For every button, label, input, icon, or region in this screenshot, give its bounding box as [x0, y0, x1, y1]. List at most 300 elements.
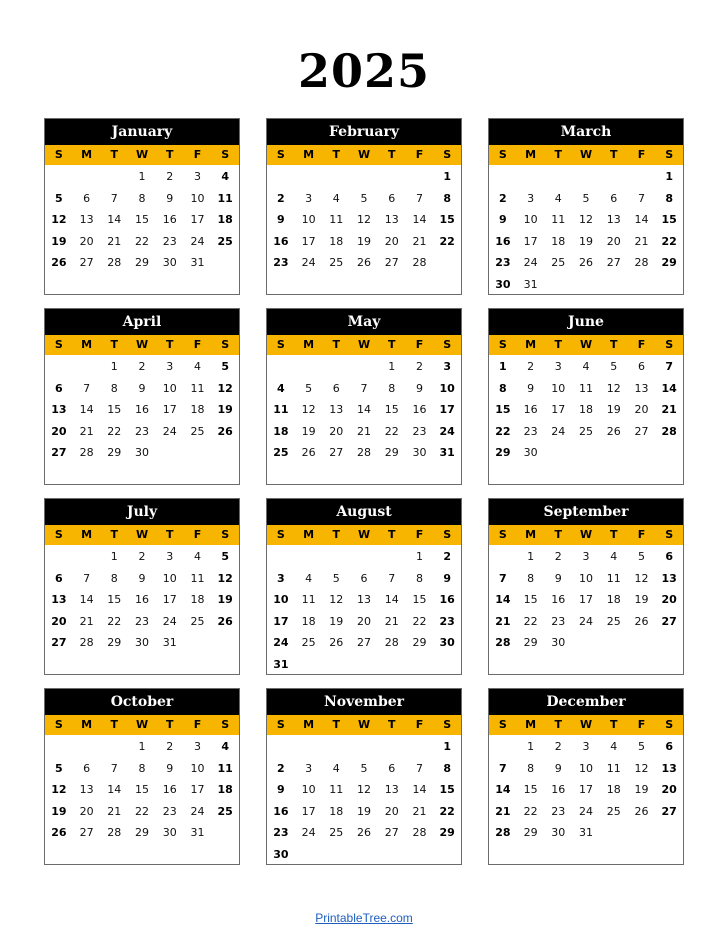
day-cell: 5	[221, 360, 229, 373]
day-cell: 10	[301, 213, 316, 226]
day-cell: 28	[661, 424, 677, 438]
day-cell	[322, 166, 350, 188]
day-cell: 13	[79, 213, 94, 226]
day-cell: 30	[135, 446, 150, 459]
day-cell: 6	[83, 191, 91, 205]
day-cell: 22	[135, 234, 150, 248]
week-row	[45, 166, 239, 188]
day-cell: 11	[329, 213, 344, 226]
day-cell: 13	[79, 783, 94, 796]
day-cell: 19	[217, 593, 233, 606]
weekday-label: W	[357, 338, 371, 351]
day-cell: 25	[190, 614, 205, 628]
day-cell: 30	[135, 636, 150, 649]
month-name: June	[489, 309, 683, 335]
day-cell: 14	[634, 213, 649, 226]
week-row	[267, 801, 461, 823]
weekday-label: T	[554, 718, 563, 731]
day-cell: 26	[51, 826, 67, 839]
day-cell: 2	[554, 740, 562, 753]
weekday-label: S	[498, 718, 507, 731]
day-cell: 3	[582, 740, 590, 753]
day-cell: 20	[384, 234, 399, 248]
day-cell	[572, 274, 600, 296]
day-cell: 1	[527, 740, 535, 753]
day-cell: 16	[162, 213, 177, 226]
day-cell: 15	[135, 783, 150, 796]
day-cell: 2	[499, 191, 507, 205]
day-cell: 26	[217, 424, 233, 438]
day-cell	[600, 274, 628, 296]
day-cell: 28	[107, 826, 122, 839]
day-cell: 17	[579, 783, 594, 796]
day-cell: 8	[415, 571, 423, 585]
week-row	[45, 632, 239, 654]
month-january	[44, 118, 240, 295]
weekday-label: S	[443, 718, 452, 731]
day-cell: 7	[83, 571, 91, 585]
day-cell: 22	[384, 424, 399, 438]
week-row	[267, 166, 461, 188]
day-cell	[295, 356, 323, 378]
day-cell	[433, 844, 461, 866]
month-july	[44, 498, 240, 675]
day-cell: 4	[610, 550, 618, 563]
day-cell	[73, 736, 101, 758]
week-row	[45, 736, 239, 758]
day-cell: 4	[554, 191, 562, 205]
week-row	[489, 589, 683, 611]
day-cell: 6	[388, 761, 396, 775]
weekday-header	[267, 145, 461, 165]
day-cell: 19	[634, 783, 649, 796]
day-cell	[322, 736, 350, 758]
day-cell: 16	[273, 234, 289, 248]
day-cell: 16	[495, 234, 511, 248]
weekday-header	[267, 335, 461, 355]
day-cell: 31	[579, 826, 594, 839]
day-cell: 4	[193, 550, 201, 563]
weekday-header	[489, 525, 683, 545]
weekday-label: S	[498, 338, 507, 351]
day-cell	[572, 442, 600, 464]
day-cell: 23	[412, 424, 427, 438]
day-cell: 22	[523, 614, 538, 628]
week-row	[45, 442, 239, 464]
weekday-label: S	[498, 528, 507, 541]
day-cell: 24	[551, 424, 566, 438]
day-cell: 21	[495, 614, 511, 628]
day-cell: 11	[273, 403, 289, 416]
day-cell: 27	[606, 256, 621, 269]
weekday-label: F	[637, 718, 646, 731]
weekday-label: T	[554, 148, 563, 161]
day-cell: 21	[357, 424, 372, 438]
week-row	[267, 736, 461, 758]
week-row	[489, 231, 683, 253]
day-cell: 29	[523, 636, 538, 649]
month-april	[44, 308, 240, 485]
day-cell: 19	[579, 234, 594, 248]
day-cell	[489, 546, 517, 568]
day-cell: 15	[135, 213, 150, 226]
weekday-label: T	[387, 718, 396, 731]
day-cell: 17	[162, 593, 177, 606]
weekday-label: T	[387, 338, 396, 351]
year-title: 2025	[297, 44, 431, 98]
weekday-label: T	[110, 148, 119, 161]
day-cell: 12	[634, 571, 649, 585]
month-august	[266, 498, 462, 675]
month-june	[488, 308, 684, 485]
day-cell: 29	[135, 826, 150, 839]
day-cell: 31	[523, 277, 538, 291]
day-cell: 20	[79, 804, 94, 818]
day-cell: 30	[551, 636, 566, 649]
day-cell: 13	[51, 403, 67, 416]
day-cell: 30	[412, 446, 427, 459]
day-cell: 9	[554, 571, 562, 585]
weekday-label: S	[443, 338, 452, 351]
day-cell: 4	[582, 360, 590, 373]
day-cell: 20	[79, 234, 94, 248]
day-cell: 28	[79, 446, 94, 459]
day-cell	[600, 442, 628, 464]
day-cell: 3	[166, 550, 174, 563]
day-cell: 23	[162, 804, 177, 818]
day-cell: 23	[135, 424, 150, 438]
day-cell: 14	[384, 593, 399, 606]
day-cell: 4	[305, 571, 313, 585]
day-cell: 13	[384, 213, 399, 226]
day-cell: 26	[217, 614, 233, 628]
weekday-label: W	[579, 528, 593, 541]
day-cell: 11	[190, 381, 205, 395]
day-cell: 15	[523, 783, 538, 796]
day-cell: 28	[495, 826, 511, 839]
day-cell: 24	[162, 424, 177, 438]
day-cell: 7	[388, 571, 396, 585]
day-cell: 12	[301, 403, 316, 416]
day-cell: 4	[332, 761, 340, 775]
day-cell: 20	[661, 783, 677, 796]
weeks	[45, 355, 239, 464]
day-cell: 7	[499, 571, 507, 585]
day-cell: 25	[606, 804, 621, 818]
day-cell: 12	[217, 381, 233, 395]
day-cell: 9	[415, 381, 423, 395]
day-cell: 2	[138, 550, 146, 563]
week-row	[489, 356, 683, 378]
day-cell: 11	[551, 213, 566, 226]
day-cell: 22	[495, 424, 511, 438]
day-cell: 8	[527, 761, 535, 775]
day-cell	[628, 166, 656, 188]
month-september	[488, 498, 684, 675]
day-cell	[267, 736, 295, 758]
day-cell: 18	[551, 234, 566, 248]
day-cell: 11	[329, 783, 344, 796]
weekday-label: S	[54, 528, 63, 541]
week-row	[45, 188, 239, 210]
day-cell: 20	[51, 424, 67, 438]
weeks	[489, 165, 683, 295]
day-cell: 20	[357, 614, 372, 628]
day-cell	[600, 632, 628, 654]
day-cell: 15	[107, 593, 122, 606]
day-cell	[100, 166, 128, 188]
day-cell: 25	[606, 614, 621, 628]
day-cell: 27	[79, 256, 94, 269]
footer-link[interactable]: PrintableTree.com	[315, 911, 413, 925]
day-cell: 13	[661, 571, 677, 585]
day-cell: 27	[51, 446, 67, 459]
day-cell: 11	[217, 761, 233, 775]
day-cell: 8	[665, 191, 673, 205]
week-row	[489, 736, 683, 758]
week-row	[489, 632, 683, 654]
day-cell: 29	[523, 826, 538, 839]
weekday-label: M	[81, 148, 93, 161]
weekday-label: S	[221, 148, 230, 161]
weekday-label: F	[415, 718, 424, 731]
week-row	[267, 188, 461, 210]
weekday-label: F	[637, 338, 646, 351]
day-cell: 6	[55, 381, 63, 395]
week-row	[267, 399, 461, 421]
day-cell: 27	[329, 446, 344, 459]
day-cell	[73, 166, 101, 188]
day-cell: 25	[329, 256, 344, 269]
day-cell	[378, 736, 406, 758]
day-cell: 16	[135, 403, 150, 416]
day-cell: 29	[495, 446, 511, 459]
weekday-label: F	[193, 338, 202, 351]
day-cell: 21	[495, 804, 511, 818]
week-row	[45, 611, 239, 633]
day-cell	[628, 632, 656, 654]
day-cell	[544, 166, 572, 188]
day-cell: 11	[190, 571, 205, 585]
day-cell: 14	[357, 403, 372, 416]
day-cell: 26	[357, 256, 372, 269]
week-row	[489, 568, 683, 590]
day-cell: 24	[579, 614, 594, 628]
week-row	[45, 399, 239, 421]
week-row	[267, 378, 461, 400]
week-row	[489, 252, 683, 274]
day-cell: 16	[523, 403, 538, 416]
day-cell: 4	[332, 191, 340, 205]
day-cell: 7	[499, 761, 507, 775]
weeks	[267, 165, 461, 274]
day-cell: 15	[412, 593, 427, 606]
day-cell: 1	[443, 170, 451, 183]
weekday-header	[45, 715, 239, 735]
day-cell	[211, 632, 239, 654]
day-cell: 3	[582, 550, 590, 563]
day-cell	[544, 274, 572, 296]
day-cell: 25	[329, 826, 344, 839]
month-name: December	[489, 689, 683, 715]
day-cell: 13	[357, 593, 372, 606]
day-cell: 7	[83, 381, 91, 395]
day-cell: 24	[162, 614, 177, 628]
day-cell: 14	[661, 381, 677, 395]
weekday-header	[45, 145, 239, 165]
weekday-label: S	[665, 528, 674, 541]
weekday-label: F	[415, 148, 424, 161]
weekday-label: M	[525, 148, 537, 161]
day-cell	[600, 822, 628, 844]
day-cell: 17	[190, 783, 205, 796]
day-cell: 2	[138, 360, 146, 373]
day-cell: 1	[110, 550, 118, 563]
week-row	[489, 166, 683, 188]
day-cell: 6	[55, 571, 63, 585]
weekday-label: T	[609, 528, 618, 541]
day-cell: 9	[138, 381, 146, 395]
day-cell: 14	[107, 213, 122, 226]
day-cell: 10	[579, 761, 594, 775]
week-row	[45, 356, 239, 378]
day-cell: 7	[665, 360, 673, 373]
day-cell: 17	[190, 213, 205, 226]
day-cell: 24	[190, 804, 205, 818]
day-cell: 5	[637, 740, 645, 753]
day-cell: 9	[166, 191, 174, 205]
day-cell: 17	[523, 234, 538, 248]
day-cell: 17	[301, 804, 316, 818]
weekday-label: T	[110, 338, 119, 351]
month-name: May	[267, 309, 461, 335]
weekday-label: S	[443, 528, 452, 541]
week-row	[45, 421, 239, 443]
day-cell: 31	[190, 826, 205, 839]
day-cell: 25	[190, 424, 205, 438]
day-cell: 22	[107, 614, 122, 628]
day-cell: 23	[135, 614, 150, 628]
day-cell: 1	[388, 360, 396, 373]
day-cell: 5	[582, 191, 590, 205]
day-cell: 18	[190, 593, 205, 606]
day-cell: 12	[606, 381, 621, 395]
day-cell	[322, 546, 350, 568]
weeks	[489, 545, 683, 654]
weekday-label: T	[332, 148, 341, 161]
day-cell: 29	[439, 826, 455, 839]
day-cell: 29	[661, 256, 677, 269]
week-row	[267, 611, 461, 633]
day-cell: 19	[357, 234, 372, 248]
week-row	[267, 442, 461, 464]
day-cell: 11	[579, 381, 594, 395]
day-cell: 26	[329, 636, 344, 649]
weekday-label: T	[609, 338, 618, 351]
day-cell	[406, 166, 434, 188]
day-cell: 24	[190, 234, 205, 248]
day-cell: 12	[217, 571, 233, 585]
week-row	[45, 589, 239, 611]
weekday-label: F	[193, 528, 202, 541]
day-cell: 27	[51, 636, 67, 649]
day-cell: 10	[162, 381, 177, 395]
day-cell: 5	[360, 191, 368, 205]
day-cell: 18	[217, 783, 233, 796]
day-cell: 23	[551, 614, 566, 628]
day-cell	[600, 166, 628, 188]
day-cell: 10	[579, 571, 594, 585]
day-cell: 10	[439, 381, 455, 395]
day-cell: 10	[523, 213, 538, 226]
day-cell	[45, 356, 73, 378]
day-cell: 26	[579, 256, 594, 269]
day-cell	[406, 844, 434, 866]
day-cell: 13	[51, 593, 67, 606]
weekday-label: W	[579, 338, 593, 351]
weekday-label: M	[303, 148, 315, 161]
day-cell: 8	[499, 381, 507, 395]
weekday-label: S	[276, 528, 285, 541]
day-cell: 28	[107, 256, 122, 269]
day-cell: 2	[277, 761, 285, 775]
day-cell: 12	[579, 213, 594, 226]
weekday-label: S	[276, 338, 285, 351]
weekday-label: S	[221, 718, 230, 731]
day-cell: 13	[661, 761, 677, 775]
day-cell: 23	[162, 234, 177, 248]
day-cell	[350, 736, 378, 758]
week-row	[489, 611, 683, 633]
week-row	[45, 779, 239, 801]
weekday-label: M	[303, 338, 315, 351]
day-cell: 9	[166, 761, 174, 775]
day-cell: 30	[162, 826, 177, 839]
day-cell: 2	[166, 170, 174, 183]
weekday-label: W	[135, 338, 149, 351]
day-cell	[433, 252, 461, 274]
day-cell: 29	[135, 256, 150, 269]
day-cell: 19	[51, 804, 67, 818]
day-cell: 8	[138, 191, 146, 205]
day-cell: 10	[551, 381, 566, 395]
week-row	[267, 632, 461, 654]
week-row	[489, 758, 683, 780]
day-cell: 23	[439, 614, 455, 628]
day-cell: 17	[301, 234, 316, 248]
day-cell: 7	[415, 761, 423, 775]
weekday-label: M	[303, 528, 315, 541]
week-row	[267, 822, 461, 844]
weekday-label: S	[54, 338, 63, 351]
day-cell: 7	[415, 191, 423, 205]
day-cell: 6	[665, 550, 673, 563]
day-cell	[295, 736, 323, 758]
weekday-label: F	[193, 718, 202, 731]
day-cell	[73, 356, 101, 378]
day-cell: 10	[190, 191, 205, 205]
day-cell: 27	[384, 256, 399, 269]
day-cell: 18	[579, 403, 594, 416]
day-cell: 8	[443, 191, 451, 205]
day-cell: 29	[107, 446, 122, 459]
day-cell: 3	[166, 360, 174, 373]
week-row	[267, 758, 461, 780]
day-cell: 28	[79, 636, 94, 649]
weekday-header	[267, 715, 461, 735]
day-cell: 11	[606, 571, 621, 585]
day-cell: 6	[610, 191, 618, 205]
